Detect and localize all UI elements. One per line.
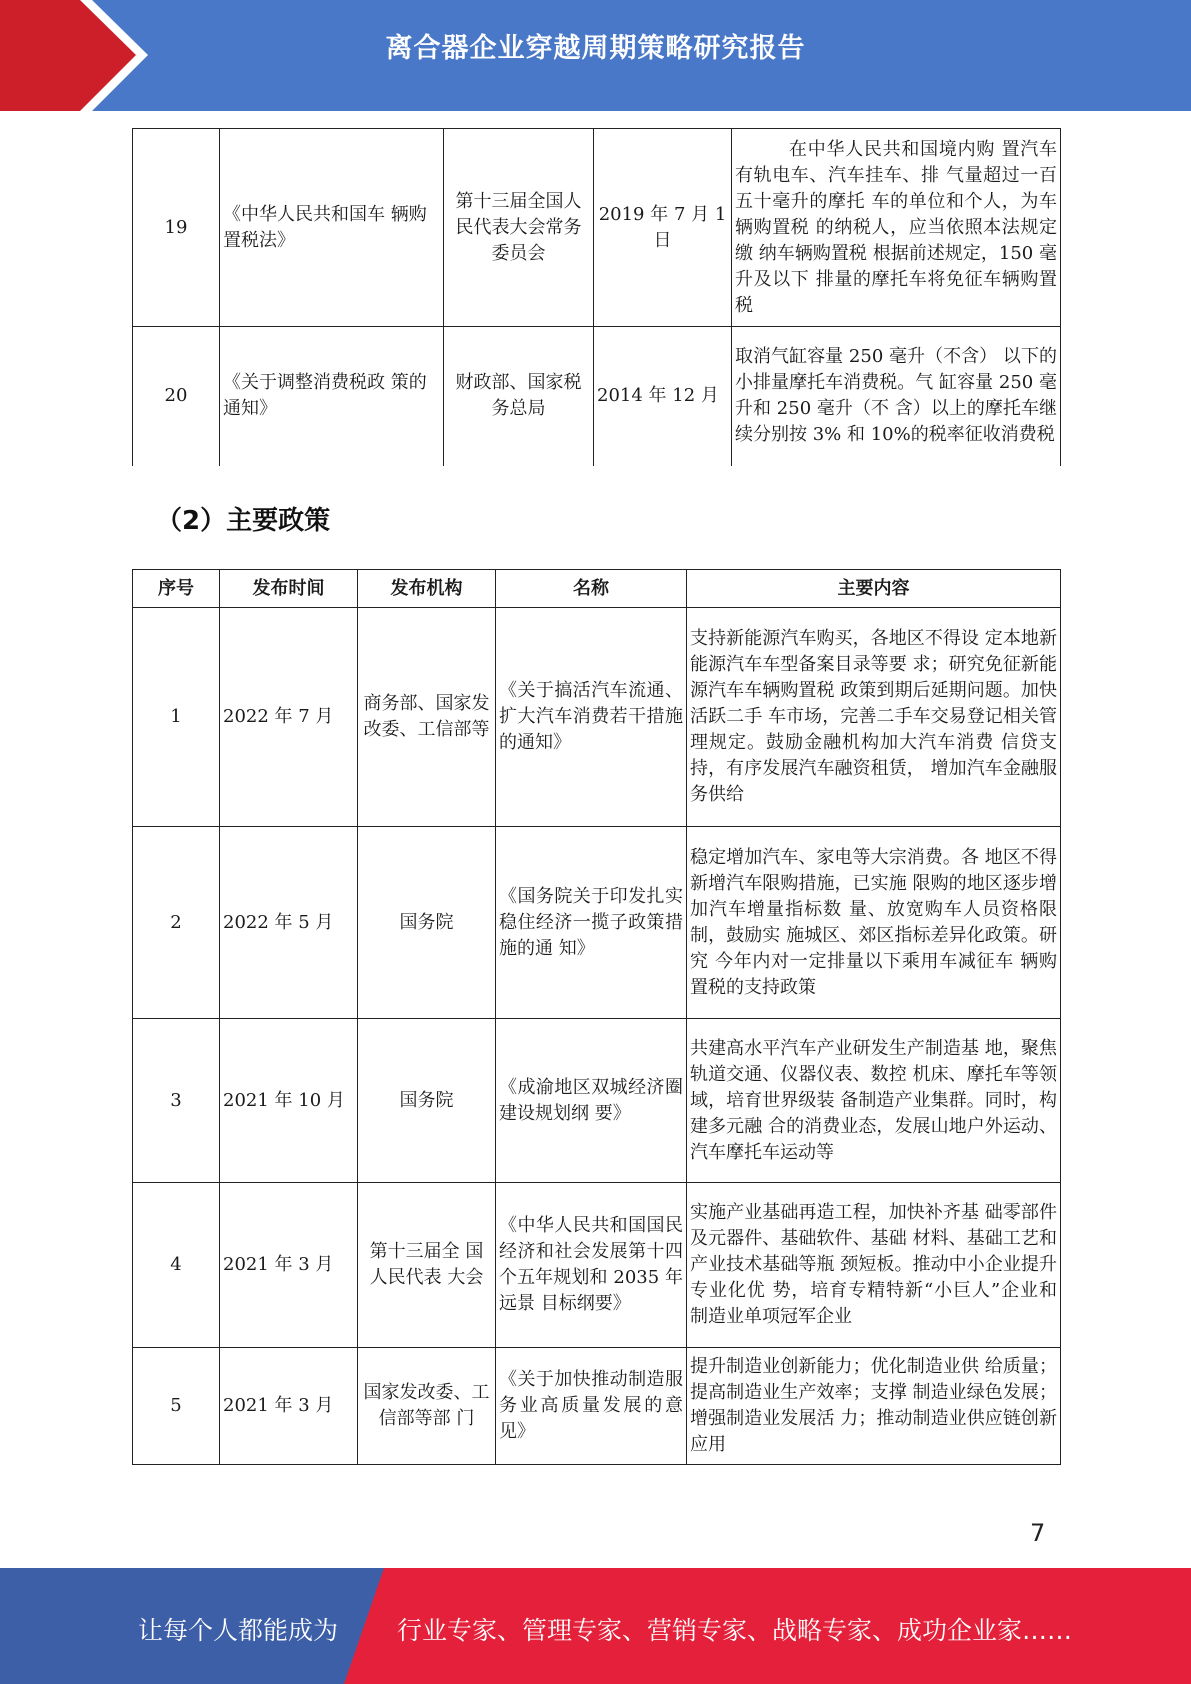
main-policy-table (132, 569, 1061, 1465)
table-row (133, 1019, 1061, 1183)
row-number: 2 (133, 827, 220, 1019)
header-banner (0, 0, 1191, 111)
policy-name: 《关于搞活汽车流通、扩大汽车消费若干措施的通知》 (496, 608, 687, 827)
page-number: 7 (1030, 1519, 1046, 1547)
issuing-body: 国务院 (358, 1019, 496, 1183)
report-title: 离合器企业穿越周期策略研究报告 (385, 33, 806, 64)
table-row (133, 327, 1061, 466)
section-heading: （2）主要政策 (156, 506, 331, 536)
policy-content: 稳定增加汽车、家电等大宗消费。各 地区不得新增汽车限购措施，已实施 限购的地区逐步增加汽车增量指标数 量、放宽购车人员资格限制，鼓励实 施城区、郊区指标差异化政策。研究 今年内对一定排量以下乘用车减征车 辆购置税的支持政策 (687, 827, 1061, 1019)
policy-name: 《中华人民共和国国民经济和社会发展第十四个五年规划和 2035 年远景 目标纲要》 (496, 1183, 687, 1348)
policy-content: 共建高水平汽车产业研发生产制造基 地，聚焦轨道交通、仪器仪表、数控 机床、摩托车等领域，培育世界级装 备制造产业集群。同时，构建多元融 合的消费业态，发展山地户外运动、 汽车摩托车运动等 (687, 1019, 1061, 1183)
issue-date: 2014 年 12 月 (594, 327, 732, 466)
issue-date: 2022 年 5 月 (220, 827, 358, 1019)
row-number: 4 (133, 1183, 220, 1348)
row-number: 5 (133, 1348, 220, 1465)
footer-slogan-right: 行业专家、管理专家、营销专家、战略专家、成功企业家…… (397, 1616, 1073, 1645)
policy-table-continued (132, 128, 1061, 466)
policy-name: 《中华人民共和国车 辆购置税法》 (220, 129, 444, 327)
policy-name: 《关于加快推动制造服务业高质量发展的意见》 (496, 1348, 687, 1465)
issue-date: 2021 年 10 月 (220, 1019, 358, 1183)
issuing-body: 第十三届全 国人民代表 大会 (358, 1183, 496, 1348)
column-header: 发布机构 (358, 570, 496, 608)
issuing-body: 国家发改委、工信部等部 门 (358, 1348, 496, 1465)
column-header: 发布时间 (220, 570, 358, 608)
policy-name: 《国务院关于印发扎实稳住经济一揽子政策措施的通 知》 (496, 827, 687, 1019)
table-header-row (133, 570, 1061, 608)
column-header: 主要内容 (687, 570, 1061, 608)
footer-slogan-left: 让每个人都能成为 (138, 1616, 339, 1645)
issue-date: 2021 年 3 月 (220, 1348, 358, 1465)
issue-date: 2021 年 3 月 (220, 1183, 358, 1348)
table-row (133, 827, 1061, 1019)
issuing-body: 国务院 (358, 827, 496, 1019)
column-header: 名称 (496, 570, 687, 608)
row-number: 1 (133, 608, 220, 827)
policy-content: 支持新能源汽车购买，各地区不得设 定本地新能源汽车车型备案目录等要 求；研究免征新能源汽车车辆购置税 政策到期后延期问题。加快活跃二手 车市场，完善二手车交易登记相关管 理规定。鼓励金融机构加大汽车消费 信贷支持，有序发展汽车融资租赁， 增加汽车金融服务供给 (687, 608, 1061, 827)
policy-content: 取消气缸容量 250 毫升（不含） 以下的小排量摩托车消费税。气 缸容量 250 毫升和 250 毫升（不 含）以上的摩托车继续分别按 3% 和 10%的税率征收消费税 (732, 327, 1061, 466)
row-number: 3 (133, 1019, 220, 1183)
policy-content: 在中华人民共和国境内购 置汽车有轨电车、汽车挂车、排 气量超过一百五十毫升的摩托 车的单位和个人，为车辆购置税 的纳税人，应当依照本法规定缴 纳车辆购置税 根据前述规定，150 毫升及以下 排量的摩托车将免征车辆购置 税 (732, 129, 1061, 327)
policy-content: 提升制造业创新能力；优化制造业供 给质量；提高制造业生产效率；支撑 制造业绿色发展；增强制造业发展活 力；推动制造业供应链创新应用 (687, 1348, 1061, 1465)
table-row (133, 1183, 1061, 1348)
row-number: 20 (133, 327, 220, 466)
column-header: 序号 (133, 570, 220, 608)
policy-name: 《关于调整消费税政 策的通知》 (220, 327, 444, 466)
issuing-body: 第十三届全国人民代表大会常务委员会 (444, 129, 594, 327)
issue-date: 2019 年 7 月 1 日 (594, 129, 732, 327)
policy-name: 《成渝地区双城经济圈建设规划纲 要》 (496, 1019, 687, 1183)
table-row (133, 608, 1061, 827)
policy-content: 实施产业基础再造工程，加快补齐基 础零部件及元器件、基础软件、基础 材料、基础工艺和产业技术基础等瓶 颈短板。推动中小企业提升专业化优 势，培育专精特新“小巨人”企业和 制造业单项冠军企业 (687, 1183, 1061, 1348)
issue-date: 2022 年 7 月 (220, 608, 358, 827)
issuing-body: 财政部、国家税务总局 (444, 327, 594, 466)
issuing-body: 商务部、国家发改委、工信部等 (358, 608, 496, 827)
row-number: 19 (133, 129, 220, 327)
table-row (133, 1348, 1061, 1465)
table-row (133, 129, 1061, 327)
